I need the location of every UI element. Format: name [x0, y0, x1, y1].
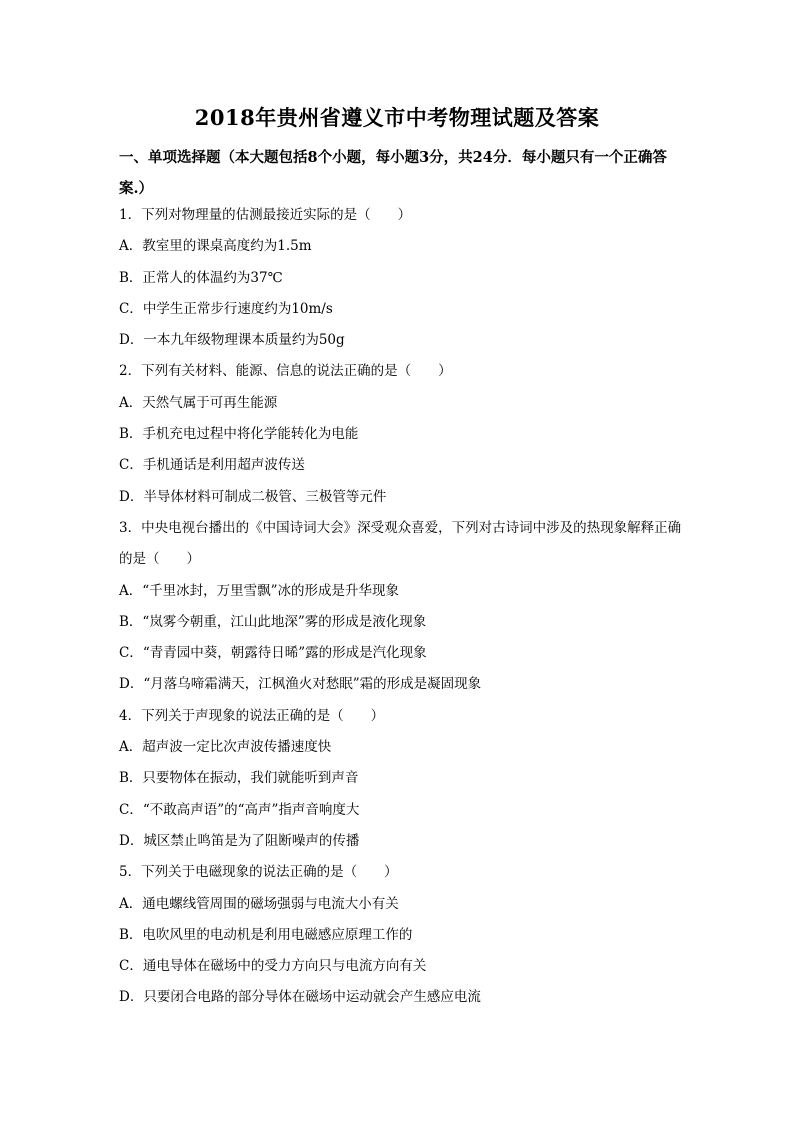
question-5-stem: 5．下列关于电磁现象的说法正确的是（ ） [119, 864, 398, 881]
question-5-option-c: C．通电导体在磁场中的受力方向只与电流方向有关 [119, 958, 427, 975]
question-2-option-a: A．天然气属于可再生能源 [119, 394, 278, 411]
question-2-stem: 2．下列有关材料、能源、信息的说法正确的是（ ） [119, 363, 452, 380]
question-2-option-c: C．手机通话是利用超声波传送 [119, 457, 305, 474]
question-4-option-d: D．城区禁止鸣笛是为了阻断噪声的传播 [119, 832, 360, 849]
question-2-option-b: B．手机充电过程中将化学能转化为电能 [119, 426, 359, 443]
question-3-stem: 3．中央电视台播出的《中国诗词大会》深受观众喜爱，下列对古诗词中涉及的热现象解释正确的是（ ） [119, 519, 682, 568]
question-5-option-a: A．通电螺线管周围的磁场强弱与电流大小有关 [119, 895, 399, 912]
question-3-option-d: D．“月落乌啼霜满天，江枫渔火对愁眠”霜的形成是凝固现象 [119, 676, 482, 693]
question-3-option-c: C．“青青园中葵，朝露待日晞”露的形成是汽化现象 [119, 645, 427, 662]
question-5-option-d: D．只要闭合电路的部分导体在磁场中运动就会产生感应电流 [119, 989, 481, 1006]
question-1-stem: 1．下列对物理量的估测最接近实际的是（ ） [119, 207, 412, 223]
question-1-option-a: A．教室里的课桌高度约为1.5m [119, 238, 312, 255]
question-5-option-b: B．电吹风里的电动机是利用电磁感应原理工作的 [119, 926, 413, 943]
question-1-option-d: D．一本九年级物理课本质量约为50g [119, 332, 345, 349]
question-3-option-b: B．“岚雾今朝重，江山此地深”雾的形成是液化现象 [119, 613, 427, 630]
question-1-option-c: C．中学生正常步行速度约为10m/s [119, 300, 333, 317]
question-3-option-a: A．“千里冰封，万里雪飘”冰的形成是升华现象 [119, 582, 400, 599]
document-title: 2018年贵州省遵义市中考物理试题及答案 [194, 105, 600, 130]
question-4-stem: 4．下列关于声现象的说法正确的是（ ） [119, 707, 385, 724]
section-heading: 一、单项选择题（本大题包括8个小题，每小题3分，共24分．每小题只有一个正确答案.） [119, 149, 667, 197]
question-4-option-a: A．超声波一定比次声波传播速度快 [119, 739, 332, 756]
question-4-option-b: B．只要物体在振动，我们就能听到声音 [119, 770, 359, 787]
question-2-option-d: D．半导体材料可制成二极管、三极管等元件 [119, 488, 387, 505]
question-1-option-b: B．正常人的体温约为37℃ [119, 269, 283, 286]
question-4-option-c: C．“不敢高声语”的“高声”指声音响度大 [119, 801, 360, 818]
questions-container [119, 200, 684, 1014]
